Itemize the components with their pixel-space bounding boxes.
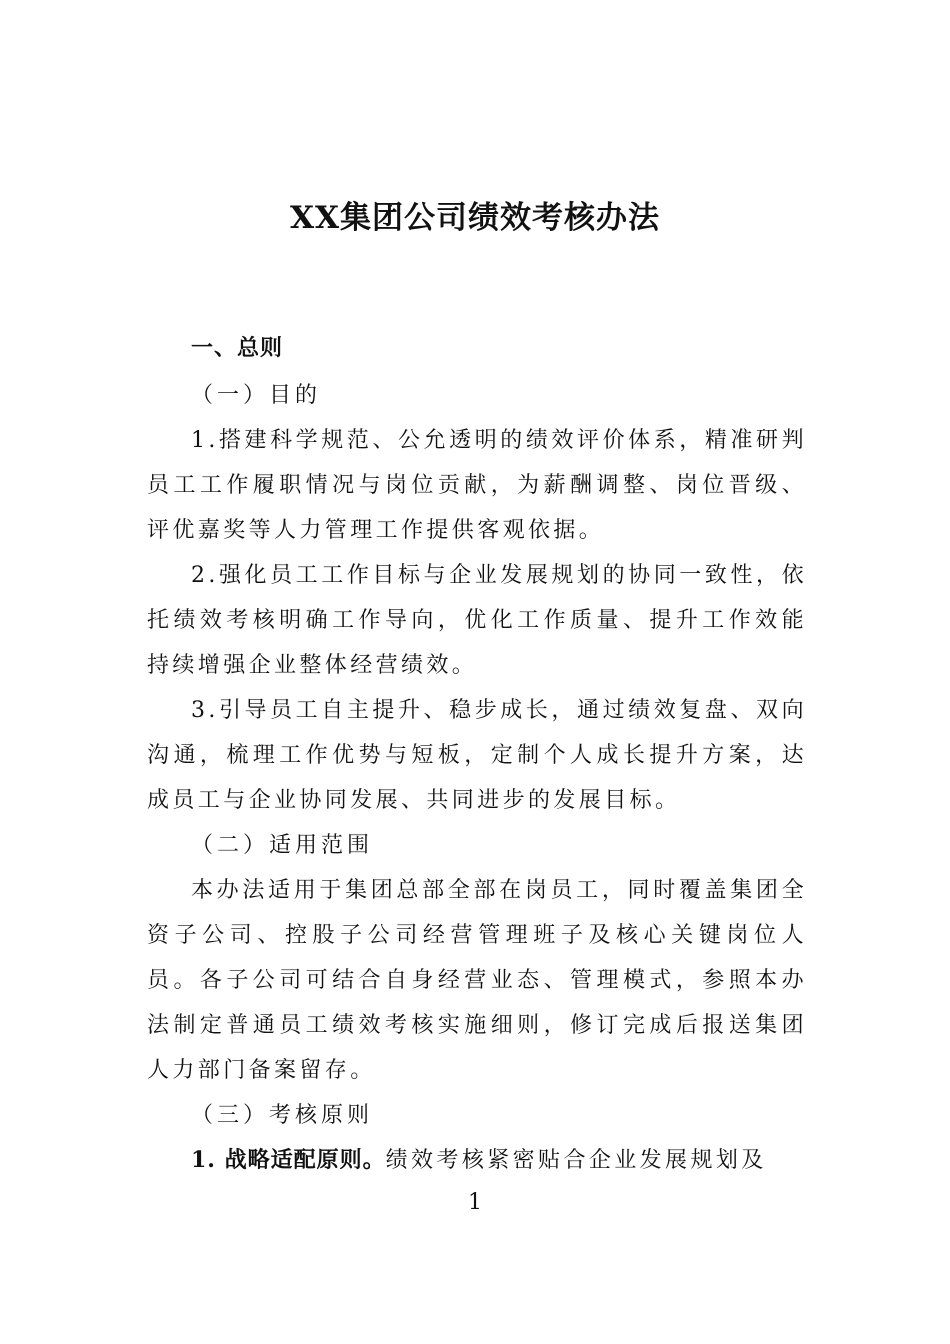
scope-paragraph: 本办法适用于集团总部全部在岗员工，同时覆盖集团全资子公司、控股子公司经营管理班子及核心关键岗位人员。各子公司可结合自身经营业态、管理模式，参照本办法制定普通员工绩效考核实施细则，修订完成后报送集团人力部门备案留存。	[147, 878, 807, 1083]
page-number: 1	[468, 1190, 482, 1215]
subsection-heading-scope: （二）适用范围	[191, 833, 374, 858]
purpose-item-2: 2.强化员工工作目标与企业发展规划的协同一致性，依托绩效考核明确工作导向，优化工作质量、提升工作效能持续增强企业整体经营绩效。	[147, 563, 807, 678]
purpose-item-1: 1.搭建科学规范、公允透明的绩效评价体系，精准研判员工工作履职情况与岗位贡献，为薪酬调整、岗位晋级、评优嘉奖等人力管理工作提供客观依据。	[147, 428, 807, 543]
principle-item-1	[147, 1138, 807, 1183]
document-body	[147, 326, 807, 1183]
subsection-heading-principles: （三）考核原则	[191, 1103, 374, 1128]
subsection-heading-purpose: （一）目的	[191, 383, 322, 408]
principle-item-1-text: 绩效考核紧密贴合企业发展规划及	[385, 1148, 767, 1173]
principle-item-1-lead: 1. 战略适配原则。	[191, 1147, 386, 1173]
purpose-item-3: 3.引导员工自主提升、稳步成长，通过绩效复盘、双向沟通，梳理工作优势与短板，定制个人成长提升方案，达成员工与企业协同发展、共同进步的发展目标。	[147, 698, 807, 813]
section-heading-general: 一、总则	[191, 335, 284, 361]
document-title: XX集团公司绩效考核办法	[289, 200, 661, 236]
